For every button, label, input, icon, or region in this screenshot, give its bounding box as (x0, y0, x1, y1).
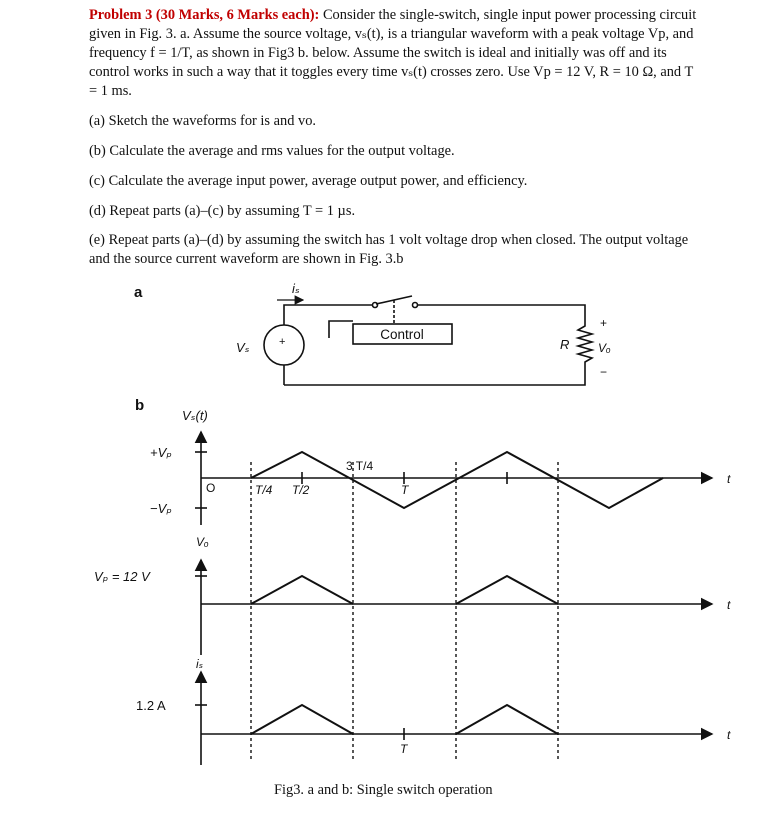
tick-t4: T/4 (255, 483, 273, 497)
part-a: (a) Sketch the waveforms for is and vo. (89, 113, 316, 129)
vs-waveform (251, 452, 663, 508)
control-label: Control (380, 327, 424, 342)
vo-xlabel: t (727, 598, 731, 612)
problem-heading: Problem 3 (30 Marks, 6 Marks each): (89, 7, 320, 23)
panel-a-label: a (134, 284, 143, 301)
is-axes (195, 672, 712, 765)
vp-level-label: Vₚ = 12 V (94, 569, 150, 584)
tick-t: T (401, 483, 409, 497)
source-voltage-label: Vₛ (236, 340, 250, 355)
is-tick-t: T (400, 742, 408, 756)
vs-xlabel: t (727, 472, 731, 486)
resistor-label: R (560, 337, 570, 352)
is-level-label: 1.2 A (136, 698, 166, 713)
is-ylabel: iₛ (196, 657, 204, 671)
source-current-label: iₛ (292, 281, 300, 296)
part-b: (b) Calculate the average and rms values for the output voltage. (89, 143, 455, 159)
minus-vp-label: −Vₚ (150, 501, 172, 516)
part-d: (d) Repeat parts (a)–(c) by assuming T = 1 µs. (89, 203, 356, 219)
is-xlabel: t (727, 728, 731, 742)
vs-ylabel: Vₛ(t) (182, 408, 208, 423)
source-plus-sign: + (279, 336, 286, 348)
tick-t2: T/2 (292, 483, 310, 497)
figure-caption: Fig3. a and b: Single switch operation (274, 782, 493, 798)
plus-vp-label: +Vₚ (150, 445, 172, 460)
output-minus-sign: − (600, 365, 608, 379)
problem-intro-text: Consider the single-switch, single input power processing circuit given in Fig. 3. a. Assume the source voltage, vₛ(t), is a triangular waveform with a peak voltage Vp, and frequency f = 1/T, as shown in Fig3 b. below. Assume the switch is ideal and initially was off and its control works in such a way that it toggles every time vₛ(t) crosses zero. Use Vp = 12 V, R = 10 Ω, and T = 1 ms. (89, 7, 697, 99)
origin-label: O (206, 481, 216, 495)
part-e: (e) Repeat parts (a)–(d) by assuming the switch has 1 volt voltage drop when closed. The output voltage and the source current waveform are shown in Fig. 3.b (89, 232, 689, 267)
vo-ylabel: Vₒ (196, 535, 209, 549)
vo-axes (195, 560, 712, 655)
output-plus-sign: + (600, 316, 608, 330)
panel-b-label: b (135, 397, 145, 414)
part-c: (c) Calculate the average input power, average output power, and efficiency. (89, 173, 528, 189)
output-voltage-label: Vₒ (598, 341, 611, 355)
tick-3t4: 3 T/4 (346, 459, 374, 473)
vo-waveform (251, 576, 558, 604)
vs-axes (195, 432, 712, 525)
